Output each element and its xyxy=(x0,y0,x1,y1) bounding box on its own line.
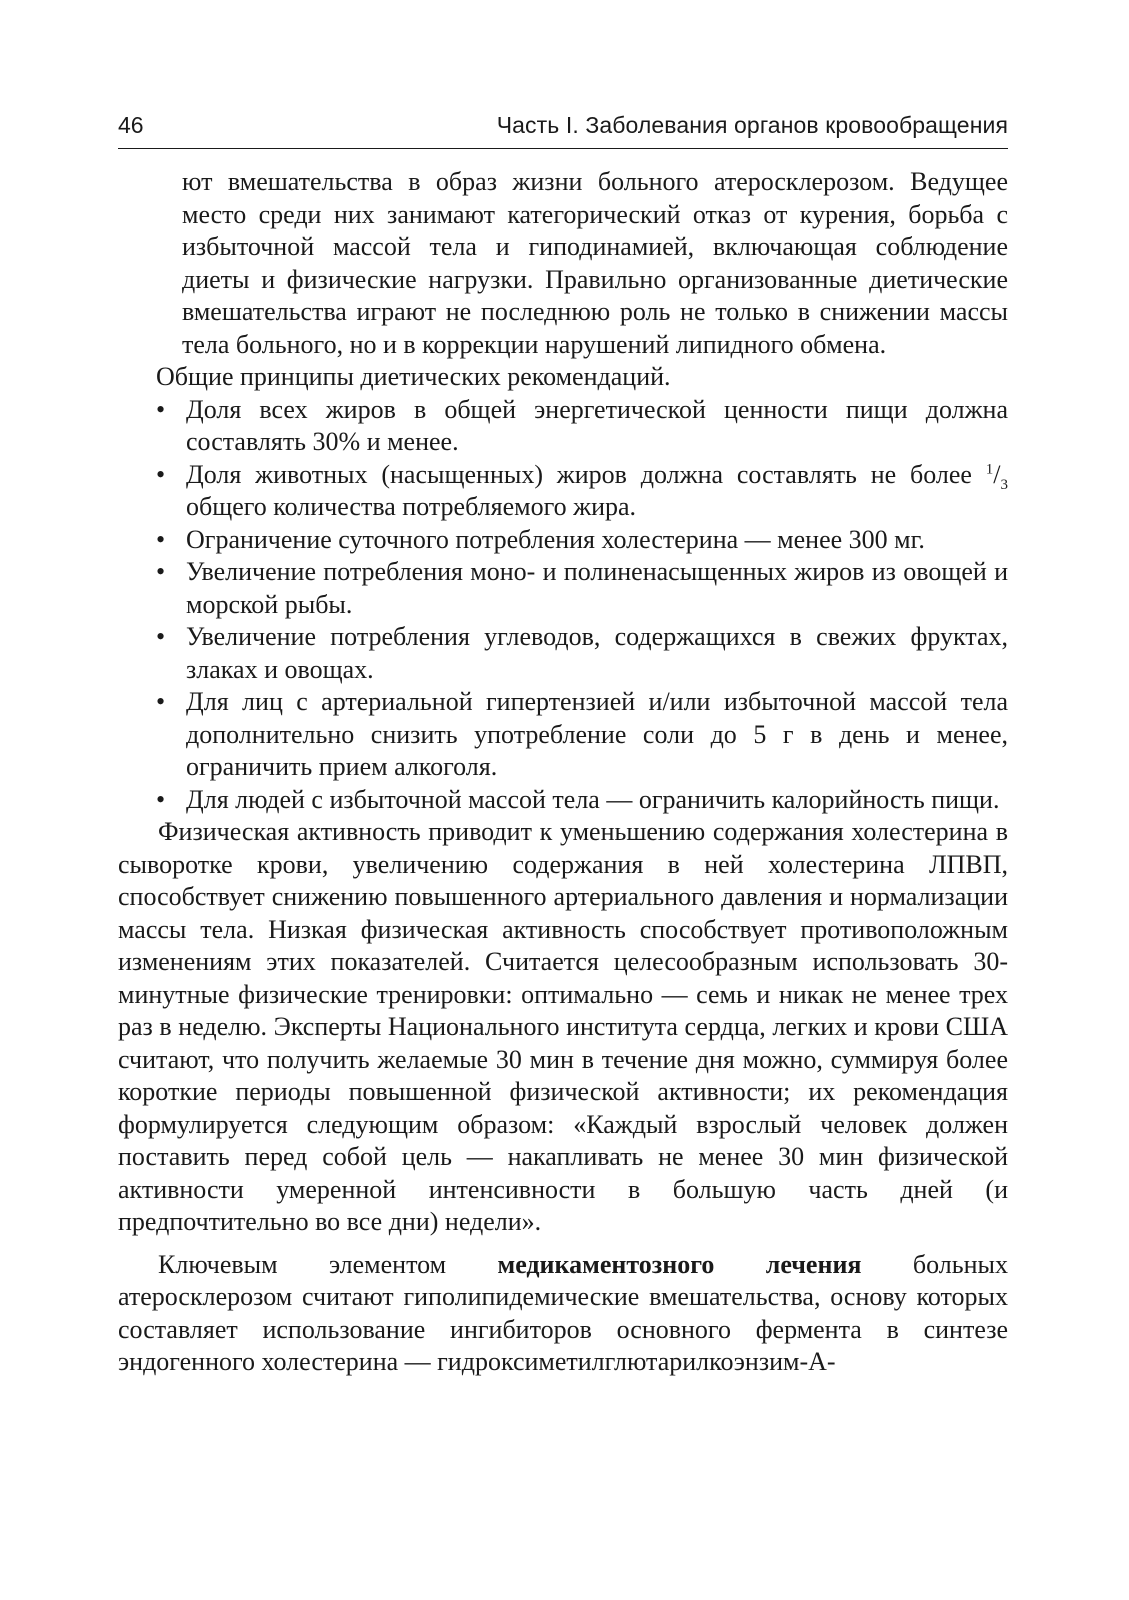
page-number: 46 xyxy=(118,112,144,138)
list-item: • Для лиц с артериальной гипертензией и/или избыточной массой тела дополнительно снизить употребление соли до 5 г в день и менее, ограничить прием алкоголя. xyxy=(186,686,1008,784)
fraction: $^1/_3$ xyxy=(985,459,1009,493)
list-item: • Доля всех жиров в общей энергетической ценности пищи должна составлять 30% и менее. xyxy=(186,394,1008,459)
chapter-title: Часть I. Заболевания органов кровообращения xyxy=(496,112,1008,138)
running-header xyxy=(118,108,1008,149)
paragraph-text: больных атеросклерозом считают гиполипидемические вмешательства, основу которых составляет использование ингибиторов основного фермента в синтезе эндогенного холестерина — гидроксиметилглютарилкоэнзим-А- xyxy=(118,1249,1009,1376)
paragraph-continuation: ют вмешательства в образ жизни больного атеросклерозом. Ведущее место среди них занимают категорический отказ от курения, борьба с избыточной массой тела и гиподинамией, включающая соблюдение диеты и физические нагрузки. Правильно организованные диетические вмешательства играют не последнюю роль не только в снижении массы тела больного, но и в коррекции нарушений липидного обмена. xyxy=(182,167,1008,359)
list-item: • Увеличение потребления моно- и полиненасыщенных жиров из овощей и морской рыбы. xyxy=(186,556,1008,621)
list-item: • Увеличение потребления углеводов, содержащихся в свежих фруктах, злаках и овощах. xyxy=(186,621,1008,686)
fraction-numerator: 1 xyxy=(985,460,994,477)
bold-term: медикаментозного лечения xyxy=(497,1249,862,1279)
paragraph-diet-principles-lead: Общие принципы диетических рекомендаций. xyxy=(156,362,671,391)
paragraph-physical-activity: Физическая активность приводит к уменьшению содержания холестерина в сыворотке крови, увеличению содержания в ней холестерина ЛПВП, способствует снижению повышенного артериального давления и нормализации массы тела. Низкая физическая активность способствует противоположным изменениям этих показателей. Считается целесообразным использовать 30-минутные физические тренировки: оптимально — семь и никак не менее трех раз в неделю. Эксперты Национального института сердца, легких и крови США считают, что получить желаемые 30 мин в течение дня можно, суммируя более короткие периоды повышенной физической активности; их рекомендация формулируется следующим образом: «Каждый взрослый человек должен поставить перед собой цель — накапливать не менее 30 мин физической активности умеренной интенсивности в большую часть дней (и предпочтительно во все дни) недели». xyxy=(118,817,1008,1236)
page-body xyxy=(118,166,1008,1379)
list-item: • Для людей с избыточной массой тела — ограничить калорийность пищи. xyxy=(186,784,1008,817)
fraction-denominator: 3 xyxy=(1000,476,1009,493)
list-item-text: Доля животных (насыщенных) жиров должна составлять не более xyxy=(186,459,972,489)
paragraph-drug-treatment xyxy=(118,1249,1008,1379)
list-item xyxy=(186,459,1008,524)
diet-recommendations-list xyxy=(118,394,1008,817)
list-item-text: общего количества потребляемого жира. xyxy=(186,492,637,521)
paragraph-text: Ключевым элементом xyxy=(158,1249,447,1279)
list-item: • Ограничение суточного потребления холестерина — менее 300 мг. xyxy=(186,524,1008,557)
